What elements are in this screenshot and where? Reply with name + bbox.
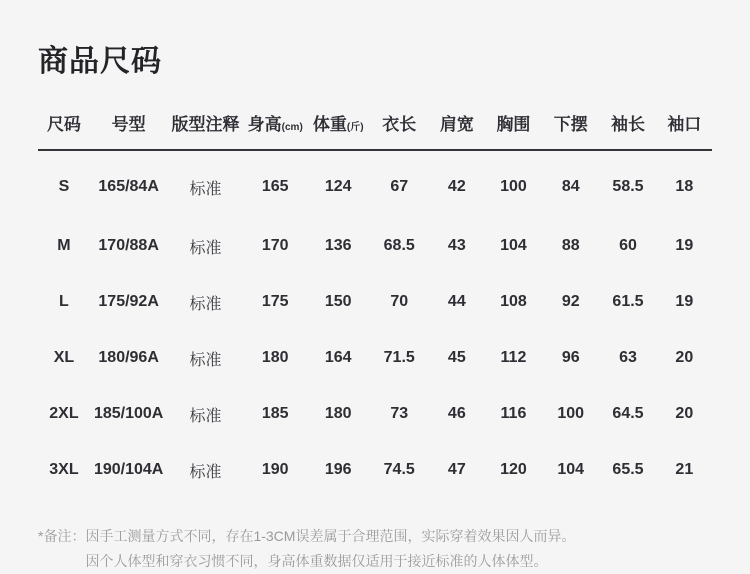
cell-fit-note: 标准 bbox=[189, 463, 222, 481]
cell-cuff: 21 bbox=[675, 461, 694, 478]
cell-garment-length: 70 bbox=[390, 293, 409, 310]
cell-fit-note: 标准 bbox=[189, 351, 222, 369]
cell-hem: 88 bbox=[561, 237, 580, 254]
cell-height: 185 bbox=[261, 405, 289, 422]
cell-model: 190/104A bbox=[93, 461, 164, 478]
cell-hem: 96 bbox=[561, 349, 580, 366]
cell-size: XL bbox=[53, 349, 75, 366]
cell-chest: 120 bbox=[500, 461, 527, 478]
table-body bbox=[38, 150, 712, 498]
cell-weight: 150 bbox=[324, 293, 352, 310]
cell-sleeve-length: 63 bbox=[619, 349, 637, 366]
cell-weight: 180 bbox=[324, 405, 352, 422]
footnote-lines bbox=[85, 524, 575, 574]
column-header-cuff: 袖口 bbox=[657, 110, 712, 150]
table-row-XL bbox=[38, 330, 712, 386]
table-row-L bbox=[38, 274, 712, 330]
cell-cuff: 18 bbox=[675, 178, 694, 195]
table-row-S bbox=[38, 150, 712, 218]
table-row-2XL bbox=[38, 386, 712, 442]
column-header-garment-length: 衣长 bbox=[370, 110, 429, 150]
cell-cuff: 19 bbox=[675, 237, 694, 254]
cell-model: 180/96A bbox=[98, 349, 159, 366]
cell-hem: 104 bbox=[557, 461, 585, 478]
footnote bbox=[38, 524, 712, 574]
column-header-chest: 胸围 bbox=[485, 110, 542, 150]
cell-weight: 124 bbox=[324, 178, 352, 195]
size-table bbox=[38, 110, 712, 498]
cell-weight: 164 bbox=[324, 349, 352, 366]
cell-chest: 108 bbox=[500, 293, 527, 310]
cell-height: 175 bbox=[261, 293, 289, 310]
cell-fit-note: 标准 bbox=[189, 239, 222, 257]
column-header-height: 身高(cm) bbox=[244, 110, 307, 150]
cell-garment-length: 67 bbox=[390, 178, 409, 195]
column-header-shoulder: 肩宽 bbox=[429, 110, 485, 150]
cell-fit-note: 标准 bbox=[189, 407, 222, 425]
column-header-model: 号型 bbox=[90, 110, 168, 150]
cell-model: 185/100A bbox=[93, 405, 164, 422]
cell-height: 190 bbox=[261, 461, 289, 478]
cell-sleeve-length: 61.5 bbox=[612, 293, 644, 310]
table-row-3XL bbox=[38, 442, 712, 498]
cell-weight: 196 bbox=[324, 461, 352, 478]
cell-shoulder: 43 bbox=[447, 237, 466, 254]
cell-fit-note: 标准 bbox=[189, 295, 222, 313]
cell-garment-length: 73 bbox=[390, 405, 409, 422]
cell-size: 2XL bbox=[49, 405, 79, 422]
cell-sleeve-length: 65.5 bbox=[612, 461, 644, 478]
cell-hem: 84 bbox=[561, 178, 580, 195]
column-header-hem: 下摆 bbox=[542, 110, 599, 150]
cell-fit-note: 标准 bbox=[189, 180, 222, 198]
cell-hem: 92 bbox=[561, 293, 580, 310]
footnote-line-2: 因个人体型和穿衣习惯不同，身高体重数据仅适用于接近标准的人体体型。 bbox=[85, 553, 548, 569]
cell-garment-length: 74.5 bbox=[383, 461, 415, 478]
cell-chest: 100 bbox=[500, 178, 527, 195]
cell-size: L bbox=[59, 293, 69, 310]
cell-model: 170/88A bbox=[98, 237, 159, 254]
cell-shoulder: 46 bbox=[447, 405, 466, 422]
column-unit-height: (cm) bbox=[281, 122, 303, 133]
cell-chest: 104 bbox=[500, 237, 527, 254]
cell-size: 3XL bbox=[49, 461, 79, 478]
cell-cuff: 20 bbox=[675, 349, 694, 366]
cell-sleeve-length: 64.5 bbox=[612, 405, 644, 422]
cell-height: 165 bbox=[261, 178, 289, 195]
page-title: 商品尺码 bbox=[38, 45, 162, 78]
cell-shoulder: 45 bbox=[447, 349, 466, 366]
cell-size: S bbox=[58, 178, 70, 195]
cell-sleeve-length: 58.5 bbox=[612, 178, 644, 195]
cell-shoulder: 47 bbox=[447, 461, 466, 478]
footnote-line-1: 因手工测量方式不同，存在1-3CM误差属于合理范围，实际穿着效果因人而异。 bbox=[85, 528, 576, 544]
cell-hem: 100 bbox=[557, 405, 585, 422]
cell-garment-length: 68.5 bbox=[383, 237, 415, 254]
cell-weight: 136 bbox=[324, 237, 352, 254]
cell-cuff: 20 bbox=[675, 405, 694, 422]
table-header-row bbox=[38, 110, 712, 150]
footnote-prefix: *备注： bbox=[38, 528, 86, 544]
cell-model: 165/84A bbox=[98, 178, 159, 195]
cell-sleeve-length: 60 bbox=[619, 237, 637, 254]
cell-size: M bbox=[57, 237, 71, 254]
column-header-sleeve-length: 袖长 bbox=[599, 110, 656, 150]
cell-shoulder: 44 bbox=[447, 293, 466, 310]
cell-model: 175/92A bbox=[98, 293, 159, 310]
cell-chest: 116 bbox=[500, 405, 527, 422]
cell-height: 170 bbox=[261, 237, 289, 254]
cell-garment-length: 71.5 bbox=[383, 349, 415, 366]
column-unit-weight: (斤) bbox=[346, 122, 364, 133]
cell-height: 180 bbox=[261, 349, 289, 366]
cell-cuff: 19 bbox=[675, 293, 694, 310]
column-header-weight: 体重(斤) bbox=[307, 110, 370, 150]
table-row-M bbox=[38, 218, 712, 274]
column-header-size: 尺码 bbox=[38, 110, 90, 150]
cell-chest: 112 bbox=[500, 349, 527, 366]
cell-shoulder: 42 bbox=[447, 178, 466, 195]
column-header-fit-note: 版型注释 bbox=[167, 110, 243, 150]
